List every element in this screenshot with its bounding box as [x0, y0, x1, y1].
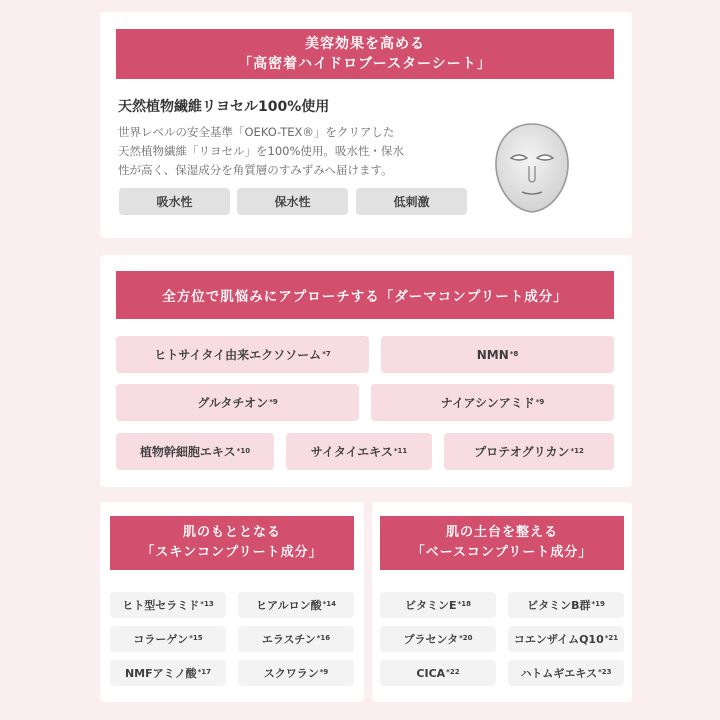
ingredient-label: プラセンタ: [403, 633, 459, 646]
ingredient-label: スクワラン: [263, 667, 319, 680]
ingredient-coq10: [508, 626, 624, 652]
derma-complete-banner: 全方位で肌悩みにアプローチする「ダーマコンプリート成分」: [116, 271, 614, 319]
ingredient-elastin: [238, 626, 354, 652]
tag-absorbency: 吸水性: [119, 188, 230, 215]
ingredient-label: ナイアシンアミド: [440, 396, 535, 410]
ingredient-footnote: *19: [591, 600, 605, 608]
ingredient-footnote: *7: [322, 349, 331, 358]
skin-complete-banner: [110, 516, 354, 570]
booster-sheet-banner-line2: 「高密着ハイドロブースターシート」: [238, 56, 492, 72]
ingredient-glutathione: [116, 384, 359, 421]
lyocell-heading: 天然植物繊維リヨセル100%使用: [118, 99, 330, 115]
booster-sheet-card: [100, 12, 632, 238]
lyocell-description-line3: 性が高く、保湿成分を角質層のすみずみへ届けます。: [118, 163, 393, 177]
ingredient-label: ヒアルロン酸: [256, 599, 322, 612]
ingredient-label: CICA: [416, 666, 446, 680]
ingredient-plant-stem-cell: [116, 433, 274, 470]
lyocell-description-line1: 世界レベルの安全基準「OEKO-TEX®」をクリアした: [118, 125, 395, 139]
base-complete-banner-line2: 「ベースコンプリート成分」: [411, 545, 593, 560]
ingredient-footnote: *14: [322, 600, 336, 608]
ingredient-hyaluronic-acid: [238, 592, 354, 618]
ingredient-label: コエンザイムQ10: [513, 633, 604, 646]
ingredient-footnote: *22: [446, 668, 460, 676]
ingredient-label: プロテオグリカン: [474, 445, 570, 459]
ingredient-label: エラスチン: [261, 633, 316, 646]
skin-complete-banner-line1: 肌のもととなる: [182, 525, 281, 540]
ingredient-footnote: *23: [598, 668, 612, 676]
ingredient-footnote: *8: [509, 349, 519, 358]
ingredient-job-tears-extract: [508, 660, 624, 686]
ingredient-cica: [380, 660, 496, 686]
ingredient-proteoglycan: [444, 433, 614, 470]
ingredient-label: ヒトサイタイ由来エクソソーム: [154, 348, 322, 362]
ingredient-collagen: [110, 626, 226, 652]
ingredient-label: NMFアミノ酸: [124, 667, 197, 680]
lyocell-description: [118, 123, 404, 180]
base-complete-banner: [380, 516, 624, 570]
ingredient-label: サイタイエキス: [310, 445, 393, 459]
booster-sheet-banner-line1: 美容効果を高める: [305, 36, 425, 52]
ingredient-exosome: [116, 336, 369, 373]
ingredient-footnote: *9: [319, 668, 329, 676]
ingredient-footnote: *9: [535, 397, 545, 406]
ingredient-ceramide: [110, 592, 226, 618]
tag-moisture-retention: 保水性: [237, 188, 348, 215]
base-complete-card: [372, 502, 632, 702]
ingredient-footnote: *21: [604, 634, 619, 642]
ingredient-label: ヒト型セラミド: [122, 599, 200, 612]
skin-complete-banner-line2: 「スキンコンプリート成分」: [141, 545, 323, 560]
ingredient-vitamin-b: [508, 592, 624, 618]
derma-complete-card: [100, 255, 632, 487]
ingredient-footnote: *18: [457, 600, 471, 608]
ingredient-label: NMN: [476, 347, 509, 362]
base-complete-banner-line1: 肌の土台を整える: [445, 525, 558, 540]
lyocell-description-line2: 天然植物繊維「リヨセル」を100%使用。吸水性・保水: [118, 144, 404, 158]
ingredient-niacinamide: [371, 384, 614, 421]
ingredient-vitamin-e: [380, 592, 496, 618]
ingredient-label: 植物幹細胞エキス: [139, 445, 236, 459]
skin-complete-card: [100, 502, 364, 702]
ingredient-squalane: [238, 660, 354, 686]
face-mask-icon: [491, 120, 573, 216]
ingredient-footnote: *11: [393, 446, 408, 455]
ingredient-footnote: *20: [459, 634, 473, 642]
ingredient-label: ビタミンE: [405, 599, 457, 612]
ingredient-footnote: *17: [197, 668, 212, 676]
ingredient-footnote: *16: [316, 634, 331, 642]
ingredient-label: グルタチオン: [197, 396, 269, 410]
ingredient-label: コラーゲン: [133, 633, 189, 646]
tag-low-irritation: 低刺激: [356, 188, 467, 215]
ingredient-nmf-amino-acid: [110, 660, 226, 686]
ingredient-footnote: *10: [236, 446, 251, 455]
ingredient-footnote: *15: [189, 634, 203, 642]
ingredient-nmn: [381, 336, 614, 373]
ingredient-footnote: *12: [570, 446, 584, 455]
ingredient-footnote: *13: [200, 600, 214, 608]
booster-sheet-banner: [116, 29, 614, 79]
ingredient-label: ハトムギエキス: [520, 667, 598, 680]
ingredient-placenta: [380, 626, 496, 652]
ingredient-label: ビタミンB群: [527, 599, 591, 612]
ingredient-umbilical-extract: [286, 433, 432, 470]
ingredient-footnote: *9: [269, 397, 278, 406]
